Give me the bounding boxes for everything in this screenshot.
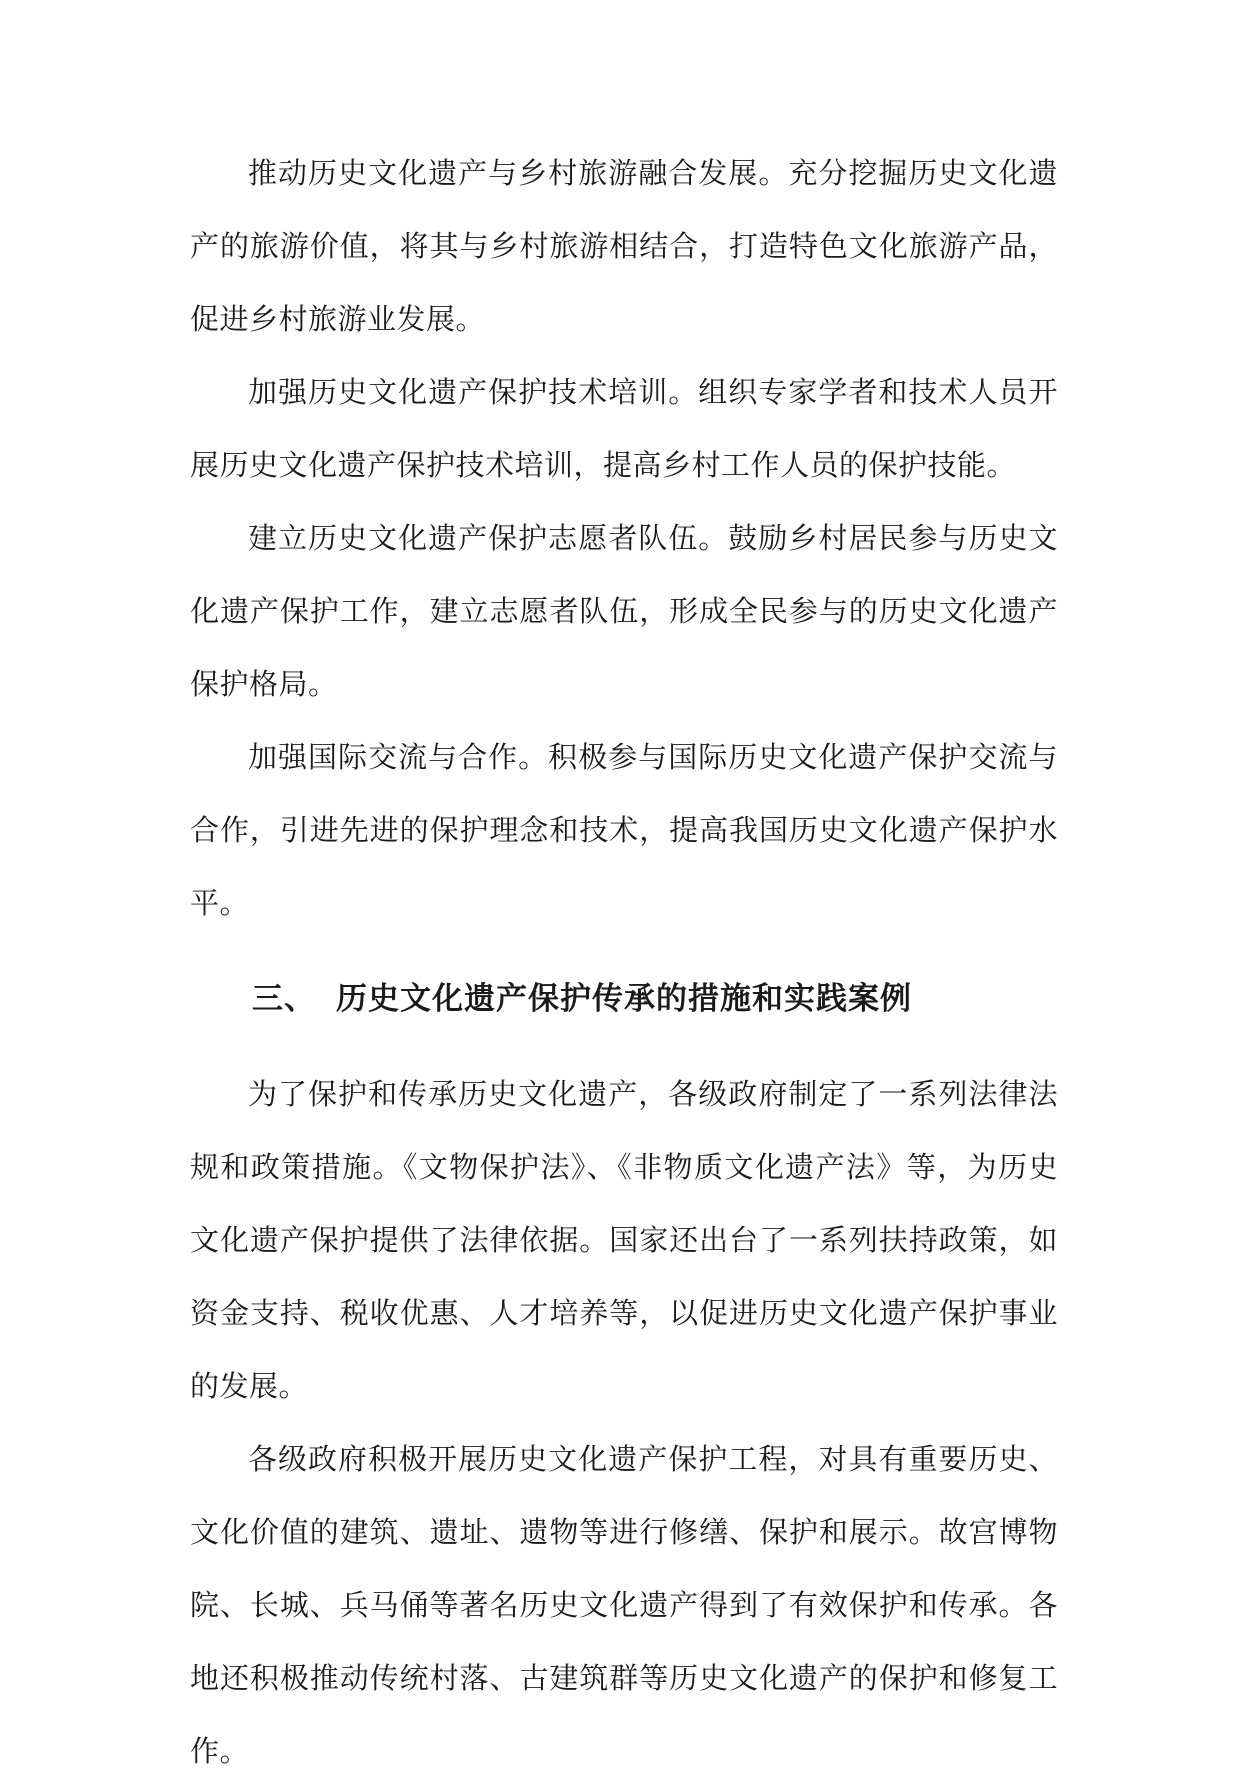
- paragraph-technical-training: 加强历史文化遗产保护技术培训。组织专家学者和技术人员开展历史文化遗产保护技术培训，提高乡村工作人员的保护技能。: [190, 375, 1058, 482]
- section-number: 三、: [252, 981, 316, 1017]
- paragraph-laws-policies: 为了保护和传承历史文化遗产，各级政府制定了一系列法律法规和政策措施。《文物保护法》、《非物质文化遗产法》等，为历史文化遗产保护提供了法律依据。国家还出台了一系列扶持政策，如资金支持、税收优惠、人才培养等，以促进历史文化遗产保护事业的发展。: [190, 1077, 1058, 1403]
- section-heading: [190, 963, 1058, 1036]
- paragraph-rural-tourism: 推动历史文化遗产与乡村旅游融合发展。充分挖掘历史文化遗产的旅游价值，将其与乡村旅游相结合，打造特色文化旅游产品，促进乡村旅游业发展。: [190, 156, 1058, 336]
- section-title: 历史文化遗产保护传承的措施和实践案例: [336, 981, 912, 1017]
- paragraph-protection-projects: 各级政府积极开展历史文化遗产保护工程，对具有重要历史、文化价值的建筑、遗址、遗物等进行修缮、保护和展示。故宫博物院、长城、兵马俑等著名历史文化遗产得到了有效保护和传承。各地还积极推动传统村落、古建筑群等历史文化遗产的保护和修复工作。: [190, 1442, 1058, 1768]
- paragraph-volunteer-team: 建立历史文化遗产保护志愿者队伍。鼓励乡村居民参与历史文化遗产保护工作，建立志愿者队伍，形成全民参与的历史文化遗产保护格局。: [190, 521, 1058, 701]
- paragraph-international-cooperation: 加强国际交流与合作。积极参与国际历史文化遗产保护交流与合作，引进先进的保护理念和技术，提高我国历史文化遗产保护水平。: [190, 740, 1058, 920]
- document-body: [190, 137, 1058, 1788]
